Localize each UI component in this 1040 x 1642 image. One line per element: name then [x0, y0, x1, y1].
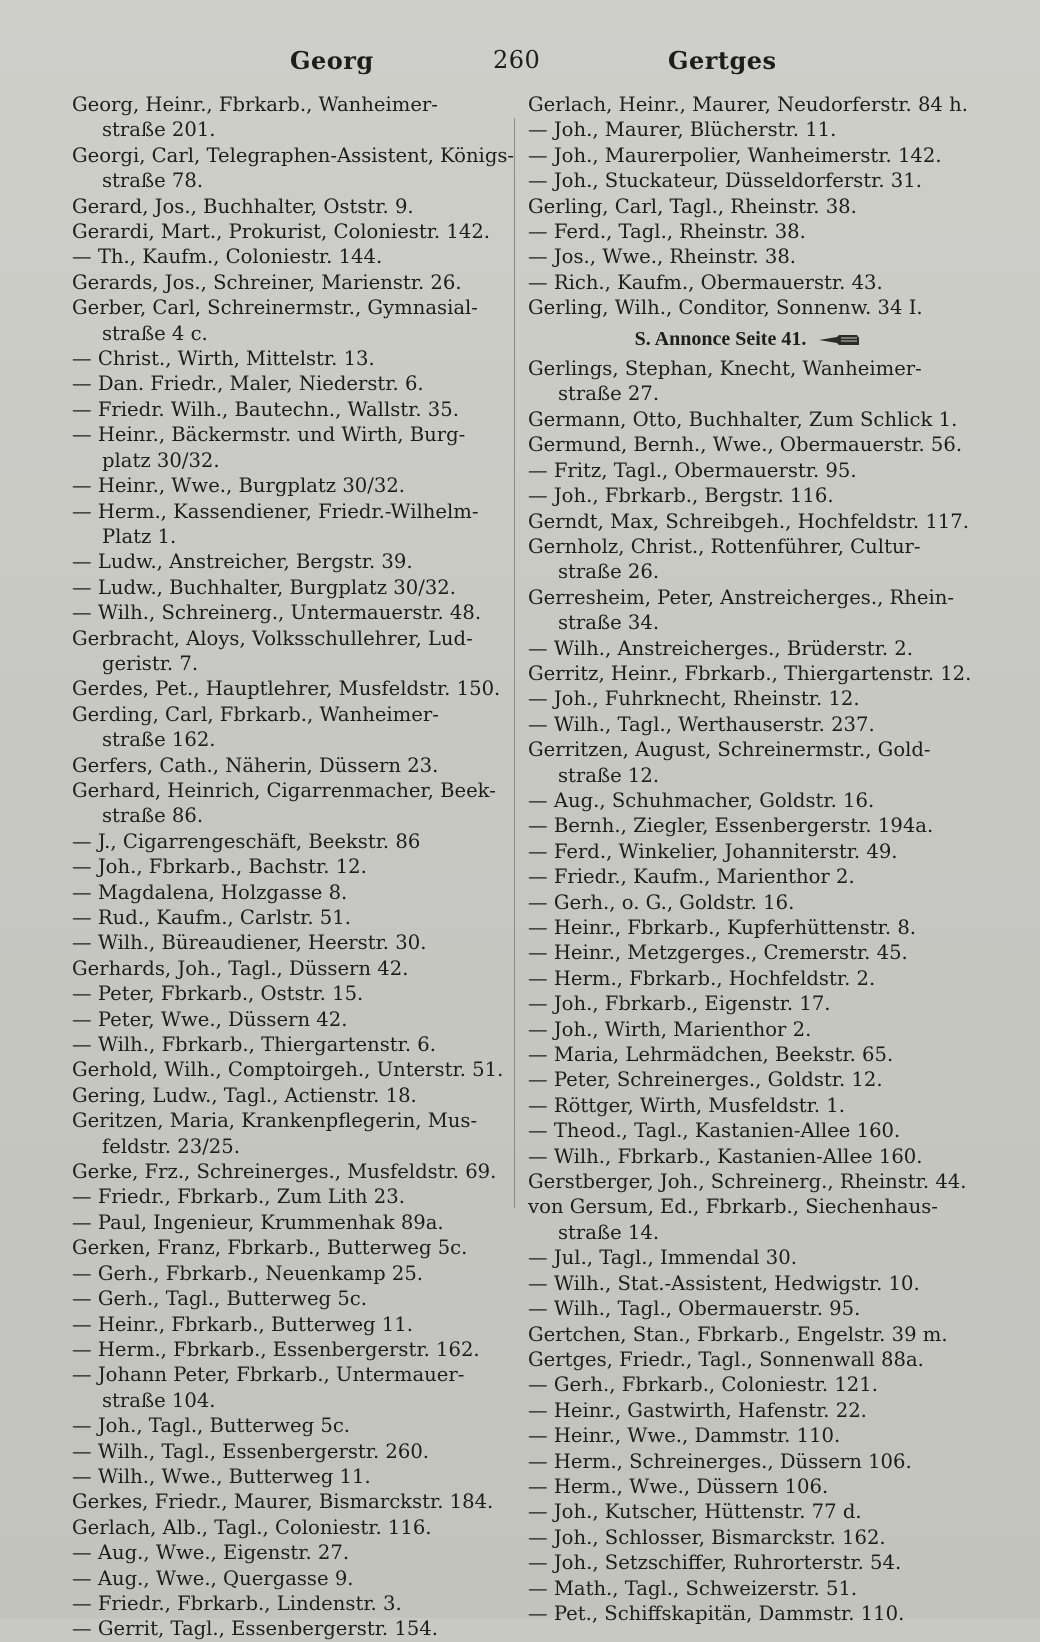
directory-entry [528, 661, 972, 686]
directory-entry [528, 1144, 968, 1169]
entry-text: — Jos., Wwe., Rheinstr. 38. [528, 245, 797, 269]
entry-text: — Aug., Schuhmacher, Goldstr. 16. [528, 788, 875, 812]
directory-entry [72, 1210, 507, 1235]
entry-text: — Herm., Fbrkarb., Hochfeldstr. 2. [528, 966, 876, 990]
entry-text: Germann, Otto, Buchhalter, Zum Schlick 1. [528, 407, 958, 431]
entry-text: Georg, Heinr., Fbrkarb., Wanheimer- [72, 93, 438, 116]
directory-entry [528, 813, 968, 838]
directory-entry [528, 1093, 968, 1118]
entry-text: — Wilh., Tagl., Werthauserstr. 237. [528, 712, 875, 736]
directory-entry [528, 534, 968, 585]
directory-entry [72, 1108, 507, 1159]
directory-entry [72, 1312, 507, 1337]
entry-text: — Bernh., Ziegler, Essenbergerstr. 194a. [528, 814, 934, 838]
entry-text: — Ludw., Anstreicher, Bergstr. 39. [72, 550, 413, 574]
directory-entry [72, 575, 507, 600]
directory-entry [528, 1017, 968, 1042]
directory-entry [72, 930, 507, 955]
directory-entry [528, 1372, 968, 1397]
entry-text: Gerling, Wilh., Conditor, Sonnenw. 34 I. [528, 296, 923, 320]
directory-entry [528, 1194, 968, 1245]
entry-text: Gerding, Carl, Fbrkarb., Wanheimer- [72, 702, 439, 726]
directory-entry [72, 1439, 507, 1464]
annonce-notice [528, 327, 968, 352]
directory-entry [528, 1245, 968, 1270]
entry-text: Gerstberger, Joh., Schreinerg., Rheinstr. 44. [528, 1170, 967, 1194]
directory-entry [528, 356, 968, 407]
entry-text: — Herm., Schreinerges., Düssern 106. [528, 1449, 912, 1473]
entry-text: — Jul., Tagl., Immendal 30. [528, 1246, 797, 1270]
entry-text: — Röttger, Wirth, Musfeldstr. 1. [528, 1093, 845, 1117]
entry-text: — Wilh., Schreinerg., Untermauerstr. 48. [72, 601, 482, 625]
directory-entry [72, 1362, 507, 1413]
directory-entry [528, 991, 968, 1016]
directory-entry [72, 905, 507, 930]
directory-entry [72, 1235, 507, 1260]
entry-text: Gerritzen, August, Schreinermstr., Gold- [528, 738, 931, 762]
entry-text: — Dan. Friedr., Maler, Niederstr. 6. [72, 372, 424, 396]
entry-text: — Heinr., Wwe., Dammstr. 110. [528, 1424, 841, 1448]
directory-entry [528, 407, 968, 432]
directory-entry [72, 1007, 507, 1032]
directory-entry [528, 1118, 968, 1143]
entry-text: Gerling, Carl, Tagl., Rheinstr. 38. [528, 194, 857, 218]
right-column [528, 92, 972, 1626]
entry-text: — Herm., Fbrkarb., Essenbergerstr. 162. [72, 1337, 480, 1361]
entry-text: — Gerh., Fbrkarb., Neuenkamp 25. [72, 1261, 424, 1285]
directory-entry [528, 1296, 968, 1321]
directory-entry [72, 1616, 507, 1641]
entry-continuation: straße 86. [102, 804, 204, 828]
entry-text: Gerdes, Pet., Hauptlehrer, Musfeldstr. 150. [72, 677, 501, 701]
entry-text: — Joh., Schlosser, Bismarckstr. 162. [528, 1525, 886, 1549]
entry-text: — Aug., Wwe., Quergasse 9. [72, 1566, 354, 1590]
entry-text: — Heinr., Wwe., Burgplatz 30/32. [72, 474, 406, 498]
entry-text: von Gersum, Ed., Fbrkarb., Siechenhaus- [528, 1195, 938, 1219]
entry-text: Gerber, Carl, Schreinermstr., Gymnasial- [72, 296, 478, 320]
entry-continuation: geristr. 7. [102, 651, 199, 675]
entry-text: — Wilh., Tagl., Obermauerstr. 95. [528, 1297, 861, 1321]
directory-entry [528, 839, 968, 864]
directory-entry [528, 143, 968, 168]
directory-entry [528, 686, 968, 711]
directory-entry [72, 397, 507, 422]
directory-entry [528, 737, 968, 788]
directory-entry [72, 422, 507, 473]
entry-text: — Peter, Fbrkarb., Oststr. 15. [72, 982, 364, 1006]
entry-text: — Rich., Kaufm., Obermauerstr. 43. [528, 270, 883, 294]
entry-text: — Joh., Maurer, Blücherstr. 11. [528, 118, 837, 142]
directory-entry [528, 432, 968, 457]
entry-text: — Wilh., Fbrkarb., Thiergartenstr. 6. [72, 1033, 436, 1057]
entry-text: — Ferd., Winkelier, Johanniterstr. 49. [528, 839, 898, 863]
entry-text: Gerfers, Cath., Näherin, Düssern 23. [72, 753, 439, 777]
entry-text: — Gerh., o. G., Goldstr. 16. [528, 890, 795, 914]
directory-entry [72, 1413, 507, 1438]
directory-entry [72, 676, 507, 701]
directory-entry [528, 1322, 968, 1347]
entry-text: — Gerrit, Tagl., Essenbergerstr. 154. [72, 1617, 438, 1641]
directory-entry [528, 117, 968, 142]
entry-continuation: straße 14. [558, 1220, 660, 1244]
pointing-hand-icon [817, 332, 861, 348]
entry-text: Gerhards, Joh., Tagl., Düssern 42. [72, 956, 409, 980]
entry-text: — Ludw., Buchhalter, Burgplatz 30/32. [72, 575, 456, 599]
entry-text: — Wilh., Büreaudiener, Heerstr. 30. [72, 931, 427, 955]
page-header [0, 40, 1040, 80]
directory-entry [528, 1449, 968, 1474]
directory-entry [72, 626, 507, 677]
entry-text: Gertchen, Stan., Fbrkarb., Engelstr. 39 m. [528, 1322, 948, 1346]
entry-text: Gerards, Jos., Schreiner, Marienstr. 26. [72, 270, 462, 294]
entry-continuation: straße 34. [558, 611, 660, 635]
directory-entry [528, 1042, 968, 1067]
entry-text: — Gerh., Fbrkarb., Coloniestr. 121. [528, 1373, 878, 1397]
entry-text: Gernholz, Christ., Rottenführer, Cultur- [528, 534, 921, 558]
entry-text: — Peter, Wwe., Düssern 42. [72, 1007, 348, 1031]
entry-text: — Magdalena, Holzgasse 8. [72, 880, 348, 904]
entry-continuation: straße 26. [558, 560, 660, 584]
entry-text: — Wilh., Anstreicherges., Brüderstr. 2. [528, 636, 913, 660]
entry-text: — Peter, Schreinerges., Goldstr. 12. [528, 1068, 883, 1092]
entry-text: — Maria, Lehrmädchen, Beekstr. 65. [528, 1043, 894, 1067]
left-column [72, 92, 515, 1642]
page-number: 260 [493, 46, 541, 74]
directory-entry [72, 371, 507, 396]
entry-text: Geritzen, Maria, Krankenpflegerin, Mus- [72, 1109, 478, 1133]
directory-entry [528, 168, 968, 193]
entry-text: Gerhold, Wilh., Comptoirgeh., Unterstr. 51. [72, 1058, 504, 1082]
entry-text: Gerlach, Heinr., Maurer, Neudorferstr. 84 h. [528, 93, 968, 116]
entry-text: — Ferd., Tagl., Rheinstr. 38. [528, 220, 806, 244]
directory-entry [528, 1398, 968, 1423]
directory-entry [528, 1271, 968, 1296]
entry-text: — Friedr., Fbrkarb., Zum Lith 23. [72, 1185, 405, 1209]
entry-text: — Heinr., Fbrkarb., Kupferhüttenstr. 8. [528, 916, 917, 939]
entry-continuation: straße 201. [102, 118, 216, 142]
header-right-keyword: Gertges [668, 46, 777, 75]
entry-text: — Joh., Fuhrknecht, Rheinstr. 12. [528, 687, 860, 711]
directory-entry [72, 1159, 507, 1184]
directory-entry [528, 1423, 968, 1448]
directory-entry [72, 1566, 507, 1591]
directory-entry [72, 143, 515, 194]
directory-entry [528, 1474, 968, 1499]
entry-text: — Theod., Tagl., Kastanien-Allee 160. [528, 1119, 901, 1143]
entry-text: — Fritz, Tagl., Obermauerstr. 95. [528, 458, 857, 482]
directory-entry [528, 940, 968, 965]
directory-entry [72, 295, 507, 346]
entry-text: Gerlach, Alb., Tagl., Coloniestr. 116. [72, 1515, 432, 1539]
entry-text: — Wilh., Tagl., Essenbergerstr. 260. [72, 1439, 430, 1463]
entry-text: Gerndt, Max, Schreibgeh., Hochfeldstr. 117. [528, 509, 969, 533]
directory-entry [72, 1261, 507, 1286]
entry-text: — Heinr., Metzgerges., Cremerstr. 45. [528, 941, 908, 965]
directory-entry [72, 1591, 507, 1616]
entry-text: — Aug., Wwe., Eigenstr. 27. [72, 1541, 350, 1565]
entry-continuation: straße 4 c. [102, 321, 208, 345]
directory-entry [72, 1540, 507, 1565]
directory-entry [72, 829, 507, 854]
entry-continuation: Platz 1. [102, 524, 177, 548]
directory-entry [528, 966, 968, 991]
directory-entry [528, 244, 968, 269]
directory-entry [72, 702, 507, 753]
directory-entry [72, 880, 507, 905]
directory-entry [72, 92, 507, 143]
entry-text: Gerkes, Friedr., Maurer, Bismarckstr. 184. [72, 1490, 494, 1514]
directory-entry [528, 788, 968, 813]
directory-entry [528, 92, 968, 117]
directory-entry [528, 194, 968, 219]
entry-text: — Joh., Setzschiffer, Ruhrorterstr. 54. [528, 1551, 902, 1575]
entry-text: Gerardi, Mart., Prokurist, Coloniestr. 142. [72, 220, 491, 244]
directory-entry [528, 270, 968, 295]
entry-text: Georgi, Carl, Telegraphen-Assistent, Königs- [72, 143, 515, 167]
entry-continuation: platz 30/32. [102, 448, 220, 472]
entry-text: — Pet., Schiffskapitän, Dammstr. 110. [528, 1601, 905, 1625]
directory-entry [72, 600, 507, 625]
directory-entry [72, 1515, 507, 1540]
entry-text: Gerresheim, Peter, Anstreicherges., Rhein- [528, 585, 955, 609]
entry-text: — Th., Kaufm., Coloniestr. 144. [72, 245, 383, 269]
directory-entry [528, 915, 968, 940]
directory-entry [528, 1525, 968, 1550]
directory-entry [72, 499, 507, 550]
entry-text: — Joh., Fbrkarb., Bachstr. 12. [72, 855, 367, 879]
directory-entry [72, 1464, 507, 1489]
directory-entry [72, 1057, 507, 1082]
entry-text: — Johann Peter, Fbrkarb., Untermauer- [72, 1363, 465, 1387]
entry-text: — Heinr., Fbrkarb., Butterweg 11. [72, 1312, 413, 1336]
entry-text: — J., Cigarrengeschäft, Beekstr. 86 [72, 829, 421, 853]
entry-continuation: feldstr. 23/25. [102, 1134, 240, 1158]
directory-entry [72, 778, 507, 829]
directory-entry [528, 219, 968, 244]
directory-entry [72, 753, 507, 778]
directory-entry [528, 1067, 968, 1092]
entry-text: Gerken, Franz, Fbrkarb., Butterweg 5c. [72, 1236, 468, 1260]
annonce-notice-text: S. Annonce Seite 41. [634, 327, 807, 350]
entry-continuation: straße 27. [558, 382, 660, 406]
right-column-bottom [528, 356, 972, 1626]
entry-text: — Joh., Tagl., Butterweg 5c. [72, 1414, 351, 1438]
directory-entry [528, 712, 968, 737]
entry-text: — Friedr. Wilh., Bautechn., Wallstr. 35. [72, 397, 459, 421]
entry-text: — Joh., Maurerpolier, Wanheimerstr. 142. [528, 143, 942, 167]
entry-continuation: straße 104. [102, 1388, 216, 1412]
directory-entry [72, 1337, 507, 1362]
entry-text: — Wilh., Fbrkarb., Kastanien-Allee 160. [528, 1144, 923, 1168]
entry-text: Germund, Bernh., Wwe., Obermauerstr. 56. [528, 433, 963, 457]
directory-entry [72, 981, 507, 1006]
directory-entry [528, 890, 968, 915]
directory-entry [72, 1286, 507, 1311]
directory-entry [528, 1499, 968, 1524]
entry-text: Gerlings, Stephan, Knecht, Wanheimer- [528, 357, 922, 381]
entry-text: — Gerh., Tagl., Butterweg 5c. [72, 1287, 367, 1311]
entry-text: Gerard, Jos., Buchhalter, Oststr. 9. [72, 194, 414, 218]
directory-entry [72, 1184, 507, 1209]
entry-text: Gerke, Frz., Schreinerges., Musfeldstr. 69. [72, 1160, 497, 1184]
directory-entry [72, 854, 507, 879]
entry-text: Gerhard, Heinrich, Cigarrenmacher, Beek- [72, 778, 496, 802]
directory-entry [528, 1601, 968, 1626]
entry-text: — Paul, Ingenieur, Krummenhak 89a. [72, 1210, 444, 1234]
entry-text: Gerbracht, Aloys, Volksschullehrer, Lud- [72, 626, 473, 650]
directory-entry [528, 509, 968, 534]
header-left-keyword: Georg [290, 46, 374, 75]
entry-continuation: straße 78. [102, 169, 204, 193]
entry-text: — Rud., Kaufm., Carlstr. 51. [72, 906, 351, 929]
entry-text: — Christ., Wirth, Mittelstr. 13. [72, 347, 375, 371]
entry-text: Gertges, Friedr., Tagl., Sonnenwall 88a. [528, 1347, 924, 1371]
directory-entry [528, 1347, 968, 1372]
entry-text: — Joh., Fbrkarb., Eigenstr. 17. [528, 992, 831, 1016]
entry-text: — Herm., Kassendiener, Friedr.-Wilhelm- [72, 499, 479, 523]
entry-continuation: straße 12. [558, 763, 660, 787]
directory-entry [72, 244, 507, 269]
entry-text: — Heinr., Bäckermstr. und Wirth, Burg- [72, 423, 466, 447]
directory-entry [528, 458, 968, 483]
directory-entry [72, 473, 507, 498]
directory-entry [528, 483, 968, 508]
entry-text: — Herm., Wwe., Düssern 106. [528, 1474, 829, 1498]
directory-entry [528, 1550, 968, 1575]
entry-text: — Joh., Kutscher, Hüttenstr. 77 d. [528, 1500, 862, 1524]
directory-entry [528, 1576, 968, 1601]
entry-text: — Joh., Stuckateur, Düsseldorferstr. 31. [528, 169, 922, 193]
directory-entry [72, 219, 507, 244]
directory-entry [72, 346, 507, 371]
directory-entry [528, 636, 968, 661]
entry-text: — Joh., Wirth, Marienthor 2. [528, 1017, 812, 1041]
directory-entry [72, 549, 507, 574]
directory-entry [528, 585, 968, 636]
entry-text: — Heinr., Gastwirth, Hafenstr. 22. [528, 1398, 867, 1422]
directory-entry [72, 1489, 507, 1514]
entry-text: Gering, Ludw., Tagl., Actienstr. 18. [72, 1083, 417, 1107]
directory-entry [528, 1169, 968, 1194]
directory-entry [72, 956, 507, 981]
entry-text: — Wilh., Wwe., Butterweg 11. [72, 1464, 371, 1488]
entry-text: — Wilh., Stat.-Assistent, Hedwigstr. 10. [528, 1271, 920, 1295]
directory-entry [72, 270, 507, 295]
entry-text: — Math., Tagl., Schweizerstr. 51. [528, 1576, 858, 1600]
entry-continuation: straße 162. [102, 728, 216, 752]
right-column-top [528, 92, 968, 321]
directory-entry [72, 1083, 507, 1108]
directory-entry [72, 194, 507, 219]
directory-entry [528, 864, 968, 889]
entry-text: — Friedr., Fbrkarb., Lindenstr. 3. [72, 1591, 402, 1615]
entry-text: — Joh., Fbrkarb., Bergstr. 116. [528, 484, 834, 508]
entry-text: Gerritz, Heinr., Fbrkarb., Thiergartenstr. 12. [528, 661, 972, 685]
column-divider [514, 118, 515, 1208]
entry-text: — Friedr., Kaufm., Marienthor 2. [528, 865, 855, 889]
directory-entry [528, 295, 968, 320]
directory-entry [72, 1032, 507, 1057]
